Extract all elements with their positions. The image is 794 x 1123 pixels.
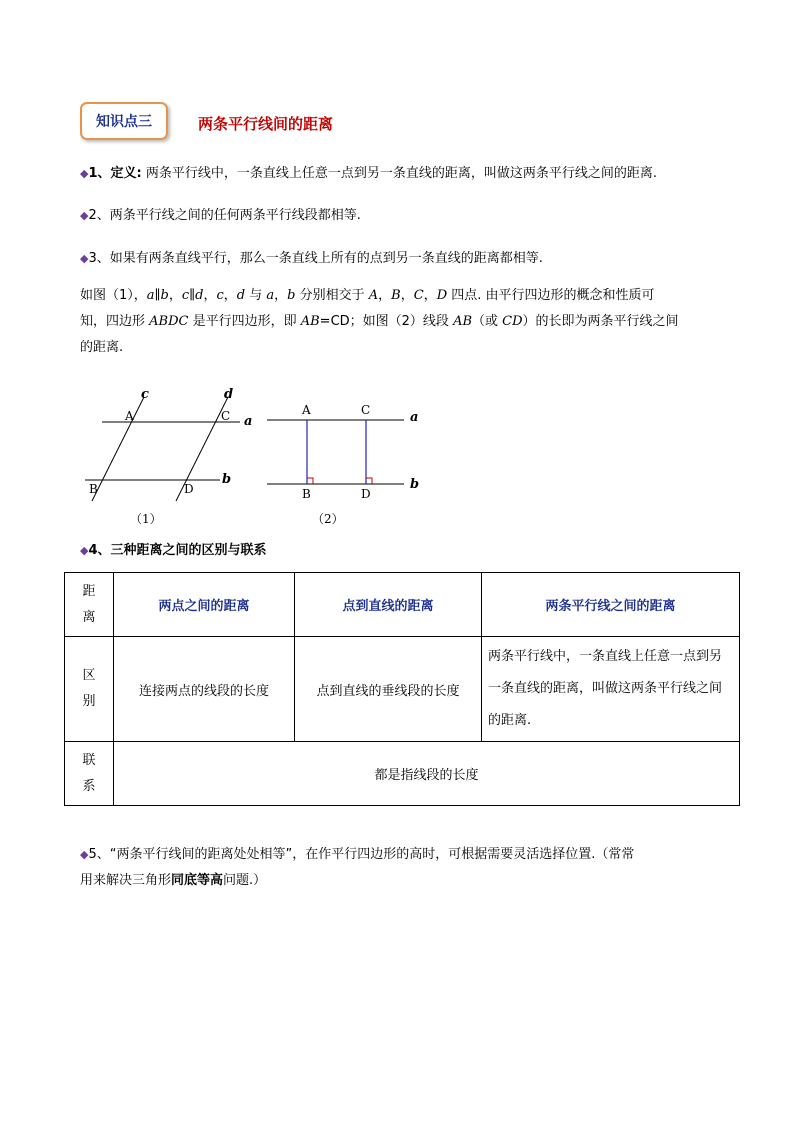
point-4-text: 4、三种距离之间的区别与联系: [88, 543, 267, 558]
label-A: A: [302, 403, 311, 417]
section-label-box: [80, 102, 168, 140]
point-3: [80, 250, 543, 268]
figure-2-distance: [262, 400, 432, 530]
row-label: 联 系: [65, 742, 114, 806]
explanation-paragraph: 如图（1），a∥b，c∥d，c，d 与 a，b 分别相交于 A，B，C，D 四点. 由平行四边形的概念和性质可 知，四边形 ABDC 是平行四边形，即 AB=CD；如图（2）线段 AB（或 CD）的长即为两条平行线之间 的距离.: [80, 288, 679, 355]
section-title: 两条平行线间的距离: [198, 115, 334, 133]
diamond-bullet-icon: ◆: [80, 209, 89, 222]
table-cell: 两条平行线中，一条直线上任意一点到另一条直线的距离，叫做这两条平行线之间的距离.: [482, 637, 740, 742]
label-A: A: [125, 409, 134, 423]
table-cell: 点到直线的垂线段的长度: [295, 637, 482, 742]
table-row: [65, 573, 740, 637]
label-C: C: [361, 403, 371, 417]
diamond-bullet-icon: ◆: [80, 544, 89, 557]
diamond-bullet-icon: ◆: [80, 252, 89, 265]
label-c: c: [141, 387, 149, 402]
distance-comparison-table: [64, 572, 740, 806]
figure-2-caption: （2）: [312, 512, 344, 526]
label-C: C: [221, 409, 231, 423]
label-b: b: [410, 477, 420, 492]
table-header-cell: 两条平行线之间的距离: [482, 573, 740, 637]
figure-1-parallelogram: [80, 385, 270, 530]
figure-1-caption: （1）: [130, 512, 162, 526]
point-5: ◆5、“两条平行线间的距离处处相等”，在作平行四边形的高时，可根据需要灵活选择位置.（常常 用来解决三角形同底等高问题.）: [80, 847, 635, 888]
row-label: 区 别: [65, 637, 114, 742]
label-B: B: [302, 487, 311, 501]
point-1-text: 两条平行线中，一条直线上任意一点到另一条直线的距离，叫做这两条平行线之间的距离.: [145, 166, 657, 181]
point-2: [80, 207, 361, 225]
point-1: [80, 165, 657, 183]
point-4: [80, 542, 267, 560]
label-D: D: [361, 487, 371, 501]
point-1-label: 定义:: [110, 166, 142, 181]
table-cell-merged: 都是指线段的长度: [114, 742, 740, 806]
label-a: a: [244, 414, 253, 429]
diamond-bullet-icon: ◆: [80, 848, 89, 861]
table-cell: 连接两点的线段的长度: [114, 637, 295, 742]
section-label: 知识点三: [96, 114, 152, 130]
label-D: D: [184, 482, 194, 496]
label-a: a: [410, 410, 419, 425]
table-header-cell: 点到直线的距离: [295, 573, 482, 637]
label-B: B: [89, 482, 98, 496]
label-b: b: [222, 472, 232, 487]
table-row: [65, 637, 740, 742]
point-2-text: 2、两条平行线之间的任何两条平行线段都相等.: [88, 208, 361, 223]
table-header-cell: 两点之间的距离: [114, 573, 295, 637]
diamond-bullet-icon: ◆: [80, 167, 89, 180]
label-d: d: [224, 387, 234, 402]
point-3-text: 3、如果有两条直线平行，那么一条直线上所有的点到另一条直线的距离都相等.: [88, 251, 543, 266]
row-label: 距 离: [65, 573, 114, 637]
table-row: [65, 742, 740, 806]
point-1-number: 1、: [88, 166, 111, 181]
